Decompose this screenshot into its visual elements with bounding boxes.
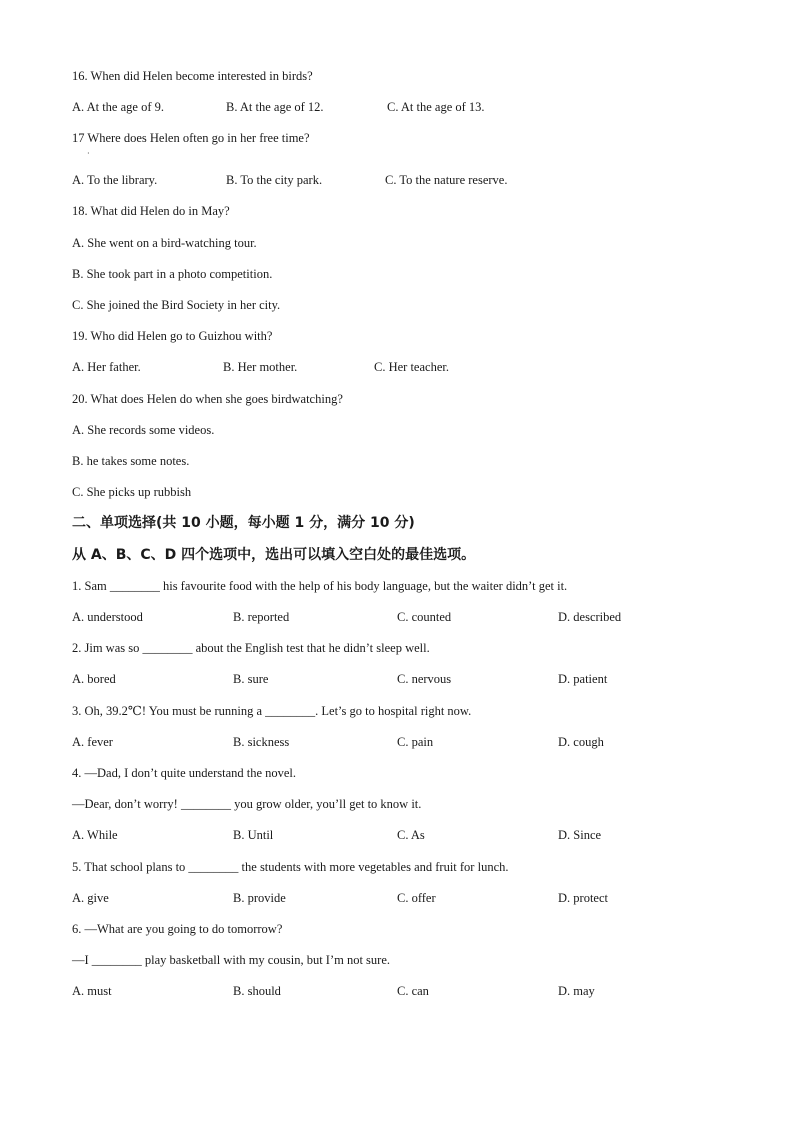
option-d: D. described (558, 610, 622, 624)
option-b: B. To the city park. (226, 173, 323, 187)
question-18-option-b: B. She took part in a photo competition. (72, 267, 273, 281)
question-20-stem: 20. What does Helen do when she goes birdwatching? (72, 392, 343, 406)
option-c: C. To the nature reserve. (385, 173, 508, 187)
question-1-stem: 1. Sam ________ his favourite food with the help of his body language, but the waiter didn’t get it. (72, 579, 568, 593)
question-3-stem: 3. Oh, 39.2℃! You must be running a ________. Let’s go to hospital right now. (72, 704, 472, 718)
option-a: A. bored (72, 672, 116, 686)
question-3-options (72, 734, 722, 750)
question-18-option-c: C. She joined the Bird Society in her city. (72, 298, 281, 312)
option-b: B. provide (233, 891, 286, 905)
question-6-stem-reply: —I ________ play basketball with my cousin, but I’m not sure. (72, 953, 391, 967)
option-c: C. can (397, 984, 429, 998)
question-4-options (72, 827, 722, 843)
question-5-stem: 5. That school plans to ________ the students with more vegetables and fruit for lunch. (72, 860, 509, 874)
option-a: A. give (72, 891, 109, 905)
option-a: A. While (72, 828, 118, 842)
option-c: C. pain (397, 735, 434, 749)
option-a: A. must (72, 984, 112, 998)
question-17-stem: 17 Where does Helen often go in her free time? (72, 131, 310, 145)
option-b: B. At the age of 12. (226, 100, 324, 114)
question-2-options (72, 671, 722, 687)
question-4-stem: 4. —Dad, I don’t quite understand the novel. (72, 766, 297, 780)
option-c: C. offer (397, 891, 436, 905)
option-a: A. To the library. (72, 173, 158, 187)
option-b: B. Until (233, 828, 274, 842)
option-c: C. counted (397, 610, 452, 624)
option-c: C. As (397, 828, 425, 842)
option-d: D. protect (558, 891, 608, 905)
option-d: D. patient (558, 672, 608, 686)
stray-mark: · (87, 149, 90, 158)
option-a: A. Her father. (72, 360, 141, 374)
option-d: D. may (558, 984, 595, 998)
question-18-stem: 18. What did Helen do in May? (72, 204, 230, 218)
question-1-options (72, 609, 722, 625)
option-d: D. cough (558, 735, 604, 749)
question-2-stem: 2. Jim was so ________ about the English test that he didn’t sleep well. (72, 641, 430, 655)
question-18-option-a: A. She went on a bird-watching tour. (72, 236, 257, 250)
question-19-options (72, 359, 722, 375)
question-16-stem: 16. When did Helen become interested in birds? (72, 69, 313, 83)
option-c: C. Her teacher. (374, 360, 449, 374)
section-instruction: 从 A、B、C、D 四个选项中，选出可以填入空白处的最佳选项。 (72, 547, 476, 563)
option-a: A. understood (72, 610, 143, 624)
option-a: A. fever (72, 735, 113, 749)
question-5-options (72, 890, 722, 906)
option-c: C. At the age of 13. (387, 100, 485, 114)
option-d: D. Since (558, 828, 602, 842)
option-b: B. Her mother. (223, 360, 298, 374)
question-6-options (72, 983, 722, 999)
question-19-stem: 19. Who did Helen go to Guizhou with? (72, 329, 273, 343)
option-b: B. sure (233, 672, 269, 686)
question-20-option-b: B. he takes some notes. (72, 454, 190, 468)
option-b: B. sickness (233, 735, 290, 749)
option-b: B. reported (233, 610, 290, 624)
option-a: A. At the age of 9. (72, 100, 164, 114)
question-17-options (72, 172, 722, 188)
question-16-options (72, 99, 722, 115)
question-4-stem-reply: —Dear, don’t worry! ________ you grow older, you’ll get to know it. (72, 797, 422, 811)
question-6-stem: 6. —What are you going to do tomorrow? (72, 922, 283, 936)
option-b: B. should (233, 984, 281, 998)
question-20-option-c: C. She picks up rubbish (72, 485, 192, 499)
question-20-option-a: A. She records some videos. (72, 423, 215, 437)
option-c: C. nervous (397, 672, 452, 686)
section-heading: 二、单项选择(共 10 小题，每小题 1 分，满分 10 分) (72, 515, 415, 531)
